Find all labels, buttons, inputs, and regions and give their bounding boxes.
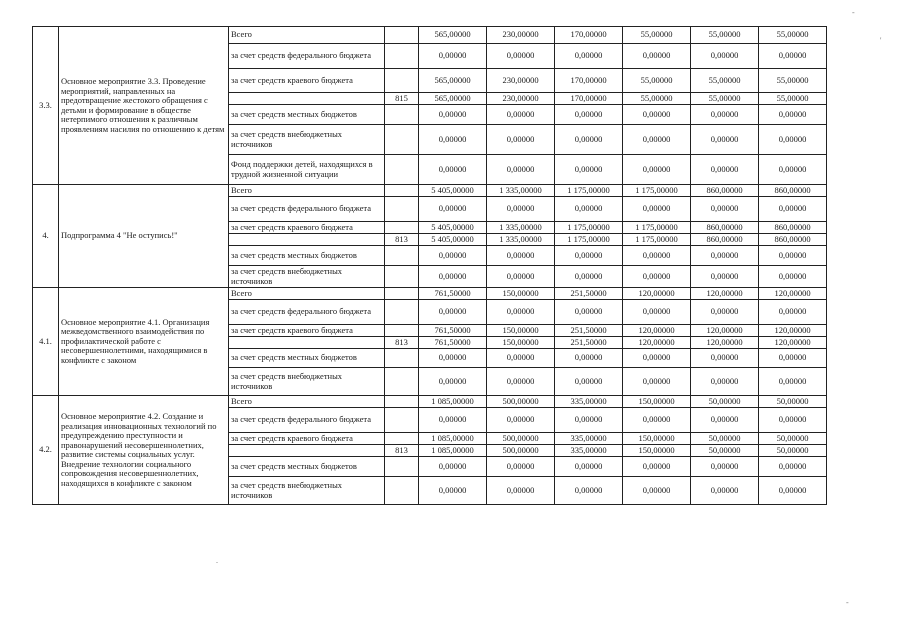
amount-cell: 230,00000 [487,69,555,93]
funding-source: Всего [229,396,385,408]
amount-cell: 500,00000 [487,433,555,445]
amount-cell: 335,00000 [555,445,623,457]
amount-cell: 0,00000 [623,349,691,368]
amount-cell: 0,00000 [419,477,487,505]
amount-cell: 0,00000 [555,125,623,155]
funding-source: Всего [229,185,385,197]
amount-cell: 55,00000 [623,93,691,105]
amount-cell: 0,00000 [487,125,555,155]
funding-source: за счет средств внебюджетных источников [229,477,385,505]
amount-cell: 0,00000 [623,155,691,185]
amount-cell: 0,00000 [487,368,555,396]
amount-cell: 170,00000 [555,69,623,93]
amount-cell: 0,00000 [487,300,555,325]
amount-cell: 335,00000 [555,433,623,445]
amount-cell: 0,00000 [555,368,623,396]
amount-cell: 55,00000 [691,93,759,105]
amount-cell: 0,00000 [691,105,759,125]
amount-cell: 0,00000 [759,349,827,368]
amount-cell: 860,00000 [691,234,759,246]
amount-cell: 0,00000 [555,266,623,288]
amount-cell: 0,00000 [759,125,827,155]
amount-cell: 50,00000 [759,433,827,445]
program-name: Основное мероприятие 3.3. Проведение мероприятий, направленных на предотвращение жестокого обращения с детьми и формирование в обществе нетерпимого отношения к различным проявлениям насилия по отношению к детям [59,27,229,185]
amount-cell: 0,00000 [419,105,487,125]
budget-table [32,26,827,505]
amount-cell: 1 335,00000 [487,222,555,234]
amount-cell: 860,00000 [759,222,827,234]
amount-cell: 120,00000 [759,337,827,349]
amount-cell: 50,00000 [691,445,759,457]
funding-source: Всего [229,27,385,44]
amount-cell: 0,00000 [623,105,691,125]
funding-source: за счет средств местных бюджетов [229,349,385,368]
table-row [33,185,827,197]
amount-cell: 120,00000 [759,325,827,337]
budget-code: 813 [385,234,419,246]
amount-cell: 0,00000 [555,349,623,368]
amount-cell: 0,00000 [555,457,623,477]
amount-cell: 0,00000 [759,300,827,325]
amount-cell: 55,00000 [759,69,827,93]
amount-cell: 5 405,00000 [419,185,487,197]
row-index: 4. [33,185,59,288]
amount-cell: 0,00000 [759,408,827,433]
amount-cell: 55,00000 [623,27,691,44]
amount-cell: 251,50000 [555,325,623,337]
amount-cell: 0,00000 [419,349,487,368]
amount-cell: 0,00000 [487,197,555,222]
budget-code [385,69,419,93]
funding-source: за счет средств внебюджетных источников [229,266,385,288]
amount-cell: 55,00000 [691,27,759,44]
funding-source: за счет средств краевого бюджета [229,325,385,337]
amount-cell: 1 175,00000 [623,234,691,246]
budget-code [385,433,419,445]
funding-source: за счет средств федерального бюджета [229,300,385,325]
amount-cell: 0,00000 [623,408,691,433]
table-row [33,288,827,300]
budget-code [385,155,419,185]
amount-cell: 150,00000 [487,337,555,349]
amount-cell: 761,50000 [419,325,487,337]
amount-cell: 0,00000 [487,457,555,477]
amount-cell: 120,00000 [691,325,759,337]
funding-source: за счет средств краевого бюджета [229,433,385,445]
amount-cell: 0,00000 [623,477,691,505]
amount-cell: 0,00000 [691,125,759,155]
budget-code [385,368,419,396]
budget-code [385,396,419,408]
amount-cell: 0,00000 [691,368,759,396]
amount-cell: 0,00000 [419,197,487,222]
amount-cell: 0,00000 [623,246,691,266]
amount-cell: 761,50000 [419,337,487,349]
amount-cell: 335,00000 [555,396,623,408]
amount-cell: 0,00000 [555,246,623,266]
amount-cell: 230,00000 [487,27,555,44]
budget-code [385,300,419,325]
budget-code [385,222,419,234]
amount-cell: 230,00000 [487,93,555,105]
amount-cell: 0,00000 [487,266,555,288]
amount-cell: 0,00000 [623,300,691,325]
budget-code [385,477,419,505]
funding-source: за счет средств внебюджетных источников [229,125,385,155]
budget-code [385,125,419,155]
amount-cell: 761,50000 [419,288,487,300]
amount-cell: 0,00000 [419,44,487,69]
funding-source: за счет средств краевого бюджета [229,222,385,234]
margin-mark: - [846,598,849,607]
amount-cell: 860,00000 [759,234,827,246]
amount-cell: 1 175,00000 [555,222,623,234]
amount-cell: 0,00000 [555,408,623,433]
amount-cell: 5 405,00000 [419,222,487,234]
amount-cell: 1 085,00000 [419,445,487,457]
amount-cell: 50,00000 [691,433,759,445]
funding-source: за счет средств местных бюджетов [229,457,385,477]
amount-cell: 0,00000 [691,300,759,325]
funding-source: за счет средств краевого бюджета [229,69,385,93]
amount-cell: 0,00000 [691,246,759,266]
amount-cell: 500,00000 [487,445,555,457]
funding-source [229,445,385,457]
program-name: Подпрограмма 4 "Не оступись!" [59,185,229,288]
amount-cell: 120,00000 [759,288,827,300]
budget-code [385,288,419,300]
amount-cell: 0,00000 [691,408,759,433]
funding-source: за счет средств внебюджетных источников [229,368,385,396]
amount-cell: 1 335,00000 [487,185,555,197]
amount-cell: 1 175,00000 [555,185,623,197]
amount-cell: 0,00000 [691,266,759,288]
amount-cell: 50,00000 [691,396,759,408]
amount-cell: 1 175,00000 [623,222,691,234]
amount-cell: 0,00000 [555,477,623,505]
funding-source [229,234,385,246]
amount-cell: 0,00000 [759,266,827,288]
budget-code [385,246,419,266]
funding-source [229,337,385,349]
amount-cell: 0,00000 [419,125,487,155]
amount-cell: 0,00000 [759,105,827,125]
row-index: 4.2. [33,396,59,505]
amount-cell: 150,00000 [623,445,691,457]
budget-code [385,185,419,197]
amount-cell: 0,00000 [487,246,555,266]
amount-cell: 120,00000 [623,288,691,300]
amount-cell: 0,00000 [759,44,827,69]
funding-source: за счет средств федерального бюджета [229,197,385,222]
amount-cell: 0,00000 [623,197,691,222]
amount-cell: 0,00000 [623,368,691,396]
amount-cell: 565,00000 [419,69,487,93]
margin-mark: ' [880,36,882,45]
amount-cell: 860,00000 [759,185,827,197]
amount-cell: 0,00000 [759,457,827,477]
amount-cell: 0,00000 [759,477,827,505]
amount-cell: 50,00000 [759,396,827,408]
amount-cell: 55,00000 [759,27,827,44]
amount-cell: 150,00000 [623,396,691,408]
amount-cell: 500,00000 [487,396,555,408]
amount-cell: 0,00000 [691,155,759,185]
budget-code [385,197,419,222]
amount-cell: 0,00000 [419,300,487,325]
budget-code [385,325,419,337]
amount-cell: 150,00000 [487,325,555,337]
table-row [33,396,827,408]
amount-cell: 0,00000 [555,155,623,185]
amount-cell: 0,00000 [555,44,623,69]
amount-cell: 0,00000 [691,457,759,477]
amount-cell: 120,00000 [623,337,691,349]
amount-cell: 0,00000 [555,197,623,222]
budget-code: 813 [385,337,419,349]
amount-cell: 0,00000 [759,368,827,396]
budget-code: 815 [385,93,419,105]
amount-cell: 0,00000 [623,457,691,477]
amount-cell: 0,00000 [419,246,487,266]
amount-cell: 0,00000 [623,125,691,155]
amount-cell: 50,00000 [759,445,827,457]
amount-cell: 0,00000 [759,197,827,222]
program-name: Основное мероприятие 4.2. Создание и реализация инновационных технологий по предупреждению преступности и правонарушений несовершеннолетних, развитие системы социальных услуг. Внедрение технологии социального сопровождения несовершеннолетних, находящихся в конфликте с законом [59,396,229,505]
funding-source: за счет средств местных бюджетов [229,246,385,266]
amount-cell: 0,00000 [487,105,555,125]
amount-cell: 0,00000 [691,44,759,69]
amount-cell: 5 405,00000 [419,234,487,246]
amount-cell: 0,00000 [419,408,487,433]
amount-cell: 120,00000 [623,325,691,337]
funding-source [229,93,385,105]
amount-cell: 0,00000 [419,457,487,477]
margin-mark: - [852,8,855,17]
amount-cell: 55,00000 [623,69,691,93]
budget-code [385,349,419,368]
amount-cell: 0,00000 [487,408,555,433]
amount-cell: 860,00000 [691,185,759,197]
amount-cell: 0,00000 [487,477,555,505]
amount-cell: 251,50000 [555,337,623,349]
amount-cell: 0,00000 [487,155,555,185]
amount-cell: 0,00000 [487,44,555,69]
amount-cell: 1 085,00000 [419,396,487,408]
amount-cell: 565,00000 [419,93,487,105]
amount-cell: 120,00000 [691,337,759,349]
amount-cell: 0,00000 [419,266,487,288]
amount-cell: 0,00000 [691,477,759,505]
program-name: Основное мероприятие 4.1. Организация межведомственного взаимодействия по профилактической работе с несовершеннолетними, находящимися в конфликте с законом [59,288,229,396]
budget-code [385,266,419,288]
funding-source: Всего [229,288,385,300]
amount-cell: 1 335,00000 [487,234,555,246]
amount-cell: 55,00000 [759,93,827,105]
table-row [33,27,827,44]
row-index: 4.1. [33,288,59,396]
amount-cell: 565,00000 [419,27,487,44]
amount-cell: 0,00000 [623,266,691,288]
funding-source: Фонд поддержки детей, находящихся в трудной жизненной ситуации [229,155,385,185]
amount-cell: 170,00000 [555,27,623,44]
amount-cell: 0,00000 [691,349,759,368]
amount-cell: 150,00000 [623,433,691,445]
budget-code [385,105,419,125]
amount-cell: 0,00000 [759,155,827,185]
amount-cell: 0,00000 [623,44,691,69]
amount-cell: 170,00000 [555,93,623,105]
amount-cell: 1 085,00000 [419,433,487,445]
budget-code [385,408,419,433]
budget-code [385,44,419,69]
funding-source: за счет средств федерального бюджета [229,44,385,69]
funding-source: за счет средств местных бюджетов [229,105,385,125]
amount-cell: 0,00000 [419,155,487,185]
amount-cell: 1 175,00000 [623,185,691,197]
amount-cell: 1 175,00000 [555,234,623,246]
amount-cell: 0,00000 [487,349,555,368]
amount-cell: 251,50000 [555,288,623,300]
margin-mark: . [216,556,218,565]
amount-cell: 0,00000 [691,197,759,222]
budget-code [385,27,419,44]
amount-cell: 860,00000 [691,222,759,234]
funding-source: за счет средств федерального бюджета [229,408,385,433]
amount-cell: 0,00000 [759,246,827,266]
amount-cell: 120,00000 [691,288,759,300]
amount-cell: 150,00000 [487,288,555,300]
row-index: 3.3. [33,27,59,185]
amount-cell: 0,00000 [555,105,623,125]
budget-code [385,457,419,477]
amount-cell: 0,00000 [419,368,487,396]
amount-cell: 0,00000 [555,300,623,325]
amount-cell: 55,00000 [691,69,759,93]
budget-code: 813 [385,445,419,457]
